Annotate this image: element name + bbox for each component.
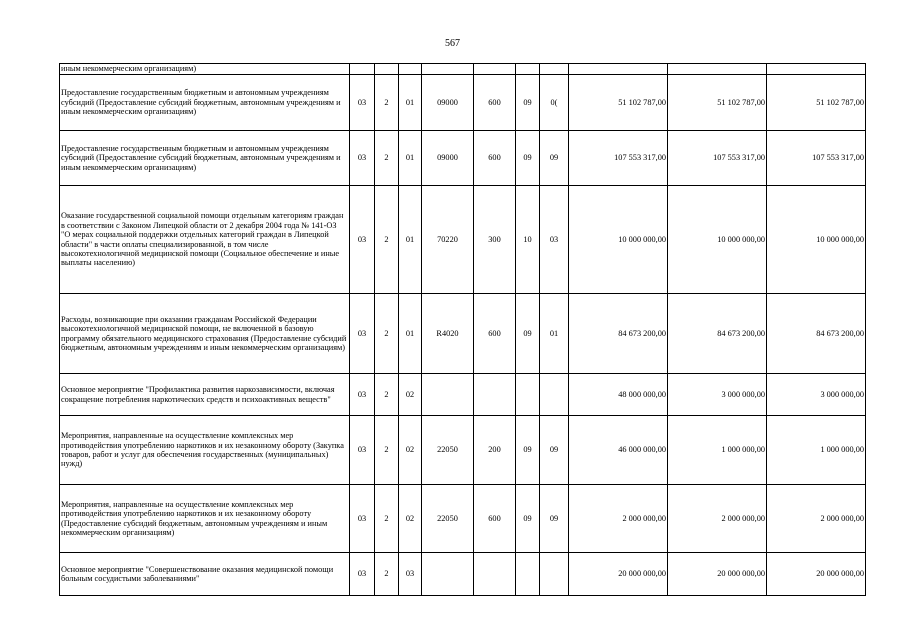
program-code: 03 — [350, 374, 375, 416]
amount-year-3: 20 000 000,00 — [767, 553, 866, 596]
amount-year-1 — [569, 64, 668, 75]
subprogram-code: 2 — [375, 131, 399, 186]
row-description: Основное мероприятие "Профилактика развития наркозависимости, включая сокращение потребления наркотических средств и психоактивных веществ" — [60, 374, 350, 416]
direction-code: 22050 — [422, 416, 474, 485]
amount-year-3 — [767, 64, 866, 75]
subsection-code — [540, 553, 569, 596]
row-description: Предоставление государственным бюджетным и автономным учреждениям субсидий (Предоставление субсидий бюджетным, автономным учреждениям и иным некоммерческим организациям) — [60, 131, 350, 186]
subprogram-code — [375, 64, 399, 75]
expense-type-code: 600 — [474, 131, 516, 186]
expense-type-code: 600 — [474, 485, 516, 553]
amount-year-2: 1 000 000,00 — [668, 416, 767, 485]
row-description: Расходы, возникающие при оказании гражданам Российской Федерации высокотехнологичной медицинской помощи, не включенной в базовую программу обязательного медицинского страхования (Предоставление субсидий бюджетным, автономным учреждениям и иным некоммерческим организациям) — [60, 294, 350, 374]
amount-year-2: 51 102 787,00 — [668, 75, 767, 131]
subsection-code — [540, 374, 569, 416]
amount-year-2: 3 000 000,00 — [668, 374, 767, 416]
subprogram-code: 2 — [375, 75, 399, 131]
budget-table-body — [60, 64, 866, 596]
table-row — [60, 131, 866, 186]
row-description: иным некоммерческим организациям) — [60, 64, 350, 75]
table-row — [60, 64, 866, 75]
expense-type-code — [474, 64, 516, 75]
table-row — [60, 553, 866, 596]
subprogram-code: 2 — [375, 294, 399, 374]
direction-code: R4020 — [422, 294, 474, 374]
amount-year-1: 84 673 200,00 — [569, 294, 668, 374]
amount-year-1: 107 553 317,00 — [569, 131, 668, 186]
event-code: 02 — [399, 416, 422, 485]
direction-code: 09000 — [422, 131, 474, 186]
amount-year-1: 2 000 000,00 — [569, 485, 668, 553]
subsection-code: 0( — [540, 75, 569, 131]
amount-year-2: 2 000 000,00 — [668, 485, 767, 553]
amount-year-1: 46 000 000,00 — [569, 416, 668, 485]
subsection-code: 09 — [540, 416, 569, 485]
expense-type-code: 600 — [474, 75, 516, 131]
table-row — [60, 186, 866, 294]
subprogram-code: 2 — [375, 485, 399, 553]
program-code: 03 — [350, 416, 375, 485]
table-row — [60, 374, 866, 416]
event-code — [399, 64, 422, 75]
amount-year-1: 20 000 000,00 — [569, 553, 668, 596]
program-code — [350, 64, 375, 75]
program-code: 03 — [350, 553, 375, 596]
amount-year-2: 10 000 000,00 — [668, 186, 767, 294]
subprogram-code: 2 — [375, 374, 399, 416]
expense-type-code: 200 — [474, 416, 516, 485]
section-code: 09 — [516, 131, 540, 186]
amount-year-3: 2 000 000,00 — [767, 485, 866, 553]
event-code: 01 — [399, 186, 422, 294]
amount-year-1: 48 000 000,00 — [569, 374, 668, 416]
program-code: 03 — [350, 186, 375, 294]
subsection-code: 09 — [540, 131, 569, 186]
program-code: 03 — [350, 294, 375, 374]
event-code: 01 — [399, 75, 422, 131]
section-code — [516, 64, 540, 75]
section-code — [516, 374, 540, 416]
section-code: 10 — [516, 186, 540, 294]
subsection-code: 01 — [540, 294, 569, 374]
row-description: Предоставление государственным бюджетным и автономным учреждениям субсидий (Предоставление субсидий бюджетным, автономным учреждениям и иным некоммерческим организациям) — [60, 75, 350, 131]
amount-year-2 — [668, 64, 767, 75]
subprogram-code: 2 — [375, 553, 399, 596]
event-code: 02 — [399, 485, 422, 553]
section-code: 09 — [516, 416, 540, 485]
amount-year-2: 107 553 317,00 — [668, 131, 767, 186]
amount-year-3: 10 000 000,00 — [767, 186, 866, 294]
program-code: 03 — [350, 485, 375, 553]
subsection-code — [540, 64, 569, 75]
event-code: 03 — [399, 553, 422, 596]
row-description: Оказание государственной социальной помощи отдельным категориям граждан в соответствии с Законом Липецкой области от 2 декабря 2004 года № 141-ОЗ "О мерах социальной поддержки отдельных категорий граждан в Липецкой области" в части оплаты специализированной, в том числе высокотехнологичной медицинской помощи (Социальное обеспечение и иные выплаты населению) — [60, 186, 350, 294]
section-code: 09 — [516, 75, 540, 131]
table-row — [60, 75, 866, 131]
subprogram-code: 2 — [375, 416, 399, 485]
event-code: 02 — [399, 374, 422, 416]
amount-year-3: 107 553 317,00 — [767, 131, 866, 186]
direction-code — [422, 64, 474, 75]
event-code: 01 — [399, 131, 422, 186]
subsection-code: 03 — [540, 186, 569, 294]
budget-table — [59, 63, 866, 596]
direction-code — [422, 374, 474, 416]
expense-type-code: 600 — [474, 294, 516, 374]
table-row — [60, 294, 866, 374]
direction-code: 09000 — [422, 75, 474, 131]
row-description: Основное мероприятие "Совершенствование оказания медицинской помощи больным сосудистыми заболеваниями" — [60, 553, 350, 596]
amount-year-3: 84 673 200,00 — [767, 294, 866, 374]
section-code: 09 — [516, 485, 540, 553]
direction-code: 22050 — [422, 485, 474, 553]
program-code: 03 — [350, 131, 375, 186]
amount-year-3: 3 000 000,00 — [767, 374, 866, 416]
table-row — [60, 485, 866, 553]
direction-code: 70220 — [422, 186, 474, 294]
amount-year-3: 51 102 787,00 — [767, 75, 866, 131]
event-code: 01 — [399, 294, 422, 374]
expense-type-code — [474, 553, 516, 596]
amount-year-2: 20 000 000,00 — [668, 553, 767, 596]
section-code — [516, 553, 540, 596]
subprogram-code: 2 — [375, 186, 399, 294]
section-code: 09 — [516, 294, 540, 374]
subsection-code: 09 — [540, 485, 569, 553]
expense-type-code: 300 — [474, 186, 516, 294]
program-code: 03 — [350, 75, 375, 131]
page-number: 567 — [445, 38, 460, 49]
amount-year-1: 51 102 787,00 — [569, 75, 668, 131]
amount-year-2: 84 673 200,00 — [668, 294, 767, 374]
row-description: Мероприятия, направленные на осуществление комплексных мер противодействия употреблению наркотиков и их незаконному обороту (Закупка товаров, работ и услуг для обеспечения государственных (муниципальных) нужд) — [60, 416, 350, 485]
direction-code — [422, 553, 474, 596]
amount-year-3: 1 000 000,00 — [767, 416, 866, 485]
amount-year-1: 10 000 000,00 — [569, 186, 668, 294]
row-description: Мероприятия, направленные на осуществление комплексных мер противодействия употреблению наркотиков и их незаконному обороту (Предоставление субсидий бюджетным, автономным учреждениям и иным некоммерческим организациям) — [60, 485, 350, 553]
table-row — [60, 416, 866, 485]
expense-type-code — [474, 374, 516, 416]
